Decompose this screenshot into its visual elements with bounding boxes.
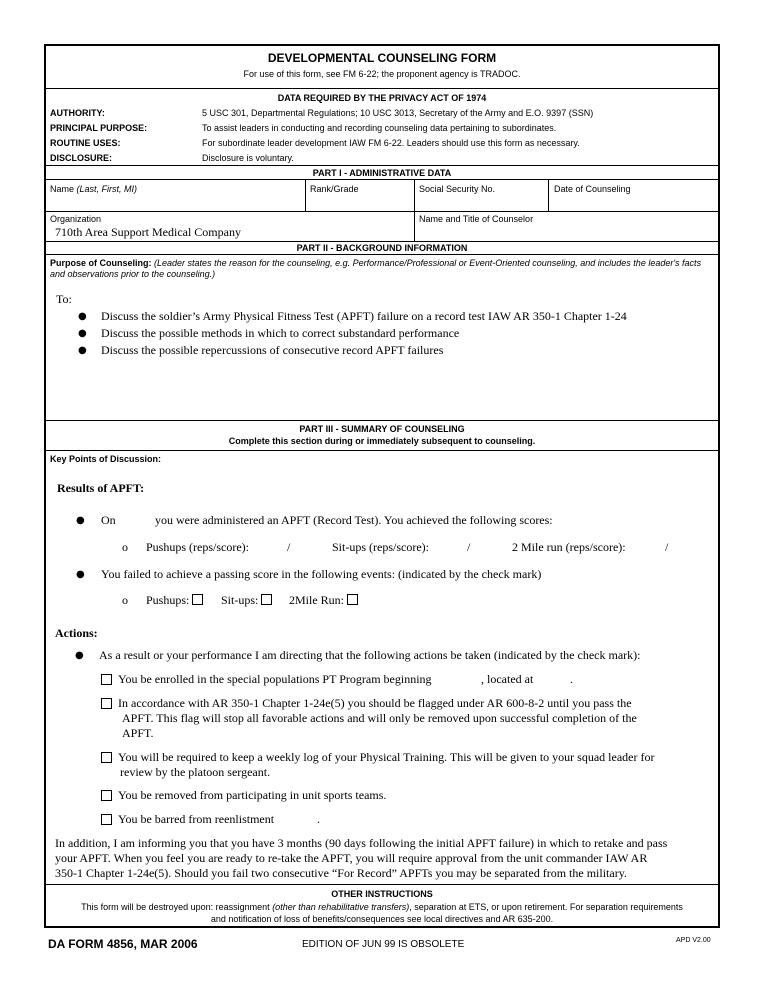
version-label: APD V2.00 [676, 937, 711, 944]
run-checkbox[interactable] [347, 594, 358, 605]
action5-end: . [317, 812, 320, 826]
closing-line3: 350-1 Chapter 1-24e(5). Should you fail two consecutive “For Record” APFTs you may be separated from the military. [55, 866, 627, 880]
purpose-to: To: [56, 292, 72, 306]
pushups-label: Pushups (reps/score): [146, 540, 249, 554]
privacy-heading: DATA REQUIRED BY THE PRIVACY ACT OF 1974 [277, 93, 487, 103]
purpose-item: Discuss the possible methods in which to correct substandard performance [101, 326, 460, 340]
org-value: 710th Area Support Medical Company [55, 225, 241, 239]
form-id: DA FORM 4856, MAR 2006 [48, 937, 198, 951]
ssn-label: Social Security No. [419, 184, 496, 194]
event-pushups [146, 593, 203, 608]
divider [414, 179, 415, 241]
action1-end: . [570, 672, 573, 686]
privacy-value-authority: 5 USC 301, Departmental Regulations; 10 USC 3013, Secretary of the Army and E.O. 9397 (SSN) [202, 108, 594, 118]
closing-line2: your APFT. When you feel you are ready to re-take the APFT, you will require approval from the unit commander IAW AR [55, 851, 648, 865]
situps-label: Sit-ups (reps/score): [332, 540, 429, 554]
failed-text: You failed to achieve a passing score in the following events: (indicated by the check mark) [101, 567, 542, 581]
other-heading: OTHER INSTRUCTIONS [331, 889, 433, 899]
divider [44, 165, 720, 166]
bullet-icon: ● [76, 515, 85, 526]
rank-label: Rank/Grade [310, 184, 359, 194]
situps-slash: / [467, 540, 471, 554]
divider [44, 241, 720, 242]
purpose-hint: (Leader states the reason for the counseling, e.g. Performance/Professional or Event-Oriented counseling, and includes the leader's facts and observations prior to the counseling.) [50, 258, 702, 279]
actions-heading: Actions: [55, 626, 98, 640]
action4-text: You be removed from participating in unit sports teams. [118, 788, 387, 802]
name-label-text: Name [50, 184, 75, 194]
divider [44, 179, 720, 180]
name-label [50, 184, 137, 194]
run-slash: / [665, 540, 669, 554]
event-run-label: 2Mile Run: [289, 593, 345, 607]
divider [44, 420, 720, 421]
purpose-label [50, 258, 710, 280]
action5-text: You be barred from reenlistment [118, 812, 275, 826]
privacy-label-authority: AUTHORITY: [50, 108, 105, 118]
divider [44, 884, 720, 885]
event-situps [221, 593, 272, 608]
divider [548, 179, 549, 211]
sub-marker: o [122, 593, 128, 607]
privacy-value-disclosure: Disclosure is voluntary. [202, 153, 294, 163]
action4-checkbox[interactable] [101, 790, 112, 801]
other-line1 [46, 902, 718, 912]
pushups-slash: / [287, 540, 291, 554]
divider [44, 254, 720, 255]
privacy-label-purpose: PRINCIPAL PURPOSE: [50, 123, 148, 133]
divider [44, 88, 720, 89]
event-situps-label: Sit-ups: [221, 593, 259, 607]
privacy-label-routine: ROUTINE USES: [50, 138, 121, 148]
form-subtitle: For use of this form, see FM 6-22; the proponent agency is TRADOC. [243, 69, 521, 79]
bullet-icon: ● [78, 345, 87, 356]
purpose-label-text: Purpose of Counseling: [50, 258, 152, 268]
divider [305, 179, 306, 211]
run-label: 2 Mile run (reps/score): [512, 540, 626, 554]
action2-line3: APFT. [122, 726, 154, 740]
part3-subheading: Complete this section during or immediately subsequent to counseling. [228, 436, 536, 446]
divider [44, 211, 720, 212]
action1-checkbox[interactable] [101, 674, 112, 685]
event-run [289, 593, 358, 608]
action5-checkbox[interactable] [101, 814, 112, 825]
other-line1-b: (other than rehabilitative transfers) [272, 902, 410, 912]
purpose-item: Discuss the possible repercussions of consecutive record APFT failures [101, 343, 444, 357]
other-line2: and notification of loss of benefits/consequences see local directives and AR 635-200. [210, 914, 554, 924]
form-title: DEVELOPMENTAL COUNSELING FORM [267, 51, 497, 65]
action3-checkbox[interactable] [101, 752, 112, 763]
sub-marker: o [122, 540, 128, 554]
action1-located: , located at [481, 672, 534, 686]
results-heading: Results of APFT: [57, 481, 145, 495]
action3-line2: review by the platoon sergeant. [120, 765, 271, 779]
counselor-label: Name and Title of Counselor [419, 214, 534, 224]
action3-line1: You will be required to keep a weekly log of your Physical Training. This will be given to your squad leader for [118, 750, 655, 764]
bullet-icon: ● [75, 650, 84, 661]
date-label: Date of Counseling [554, 184, 631, 194]
on-prefix: On [101, 513, 116, 527]
divider [44, 450, 720, 451]
bullet-icon: ● [78, 328, 87, 339]
pushups-checkbox[interactable] [192, 594, 203, 605]
on-text: you were administered an APFT (Record Test). You achieved the following scores: [155, 513, 553, 527]
situps-checkbox[interactable] [261, 594, 272, 605]
action2-line2: APFT. This flag will stop all favorable actions and will only be removed upon successful completion of the [122, 711, 637, 725]
org-label: Organization [50, 214, 102, 224]
purpose-item: Discuss the soldier’s Army Physical Fitness Test (APFT) failure on a record test IAW AR 350-1 Chapter 1-24 [101, 309, 627, 323]
bullet-icon: ● [78, 311, 87, 322]
action1-text: You be enrolled in the special populations PT Program beginning [118, 672, 432, 686]
other-line1-c: , separation at ETS, or upon retirement. For separation requirements [409, 902, 683, 912]
event-pushups-label: Pushups: [146, 593, 190, 607]
name-label-hint: (Last, First, MI) [76, 184, 138, 194]
actions-intro: As a result or your performance I am directing that the following actions be taken (indicated by the check mark): [99, 648, 641, 662]
other-line1-a: This form will be destroyed upon: reassignment [81, 902, 270, 912]
action2-checkbox[interactable] [101, 698, 112, 709]
part2-heading: PART II - BACKGROUND INFORMATION [296, 243, 468, 253]
action2-line1: In accordance with AR 350-1 Chapter 1-24e(5) you should be flagged under AR 600-8-2 until you pass the [118, 696, 632, 710]
part3-heading: PART III - SUMMARY OF COUNSELING [299, 424, 465, 434]
bullet-icon: ● [76, 569, 85, 580]
key-points-label: Key Points of Discussion: [50, 454, 162, 464]
privacy-value-routine: For subordinate leader development IAW FM 6-22. Leaders should use this form as necessary. [202, 138, 580, 148]
privacy-value-purpose: To assist leaders in conducting and recording counseling data pertaining to subordinates. [202, 123, 557, 133]
closing-line1: In addition, I am informing you that you have 3 months (90 days following the initial APFT failure) in which to retake and pass [55, 836, 668, 850]
part1-heading: PART I - ADMINISTRATIVE DATA [312, 168, 452, 178]
privacy-label-disclosure: DISCLOSURE: [50, 153, 113, 163]
edition-notice: EDITION OF JUN 99 IS OBSOLETE [302, 939, 465, 950]
